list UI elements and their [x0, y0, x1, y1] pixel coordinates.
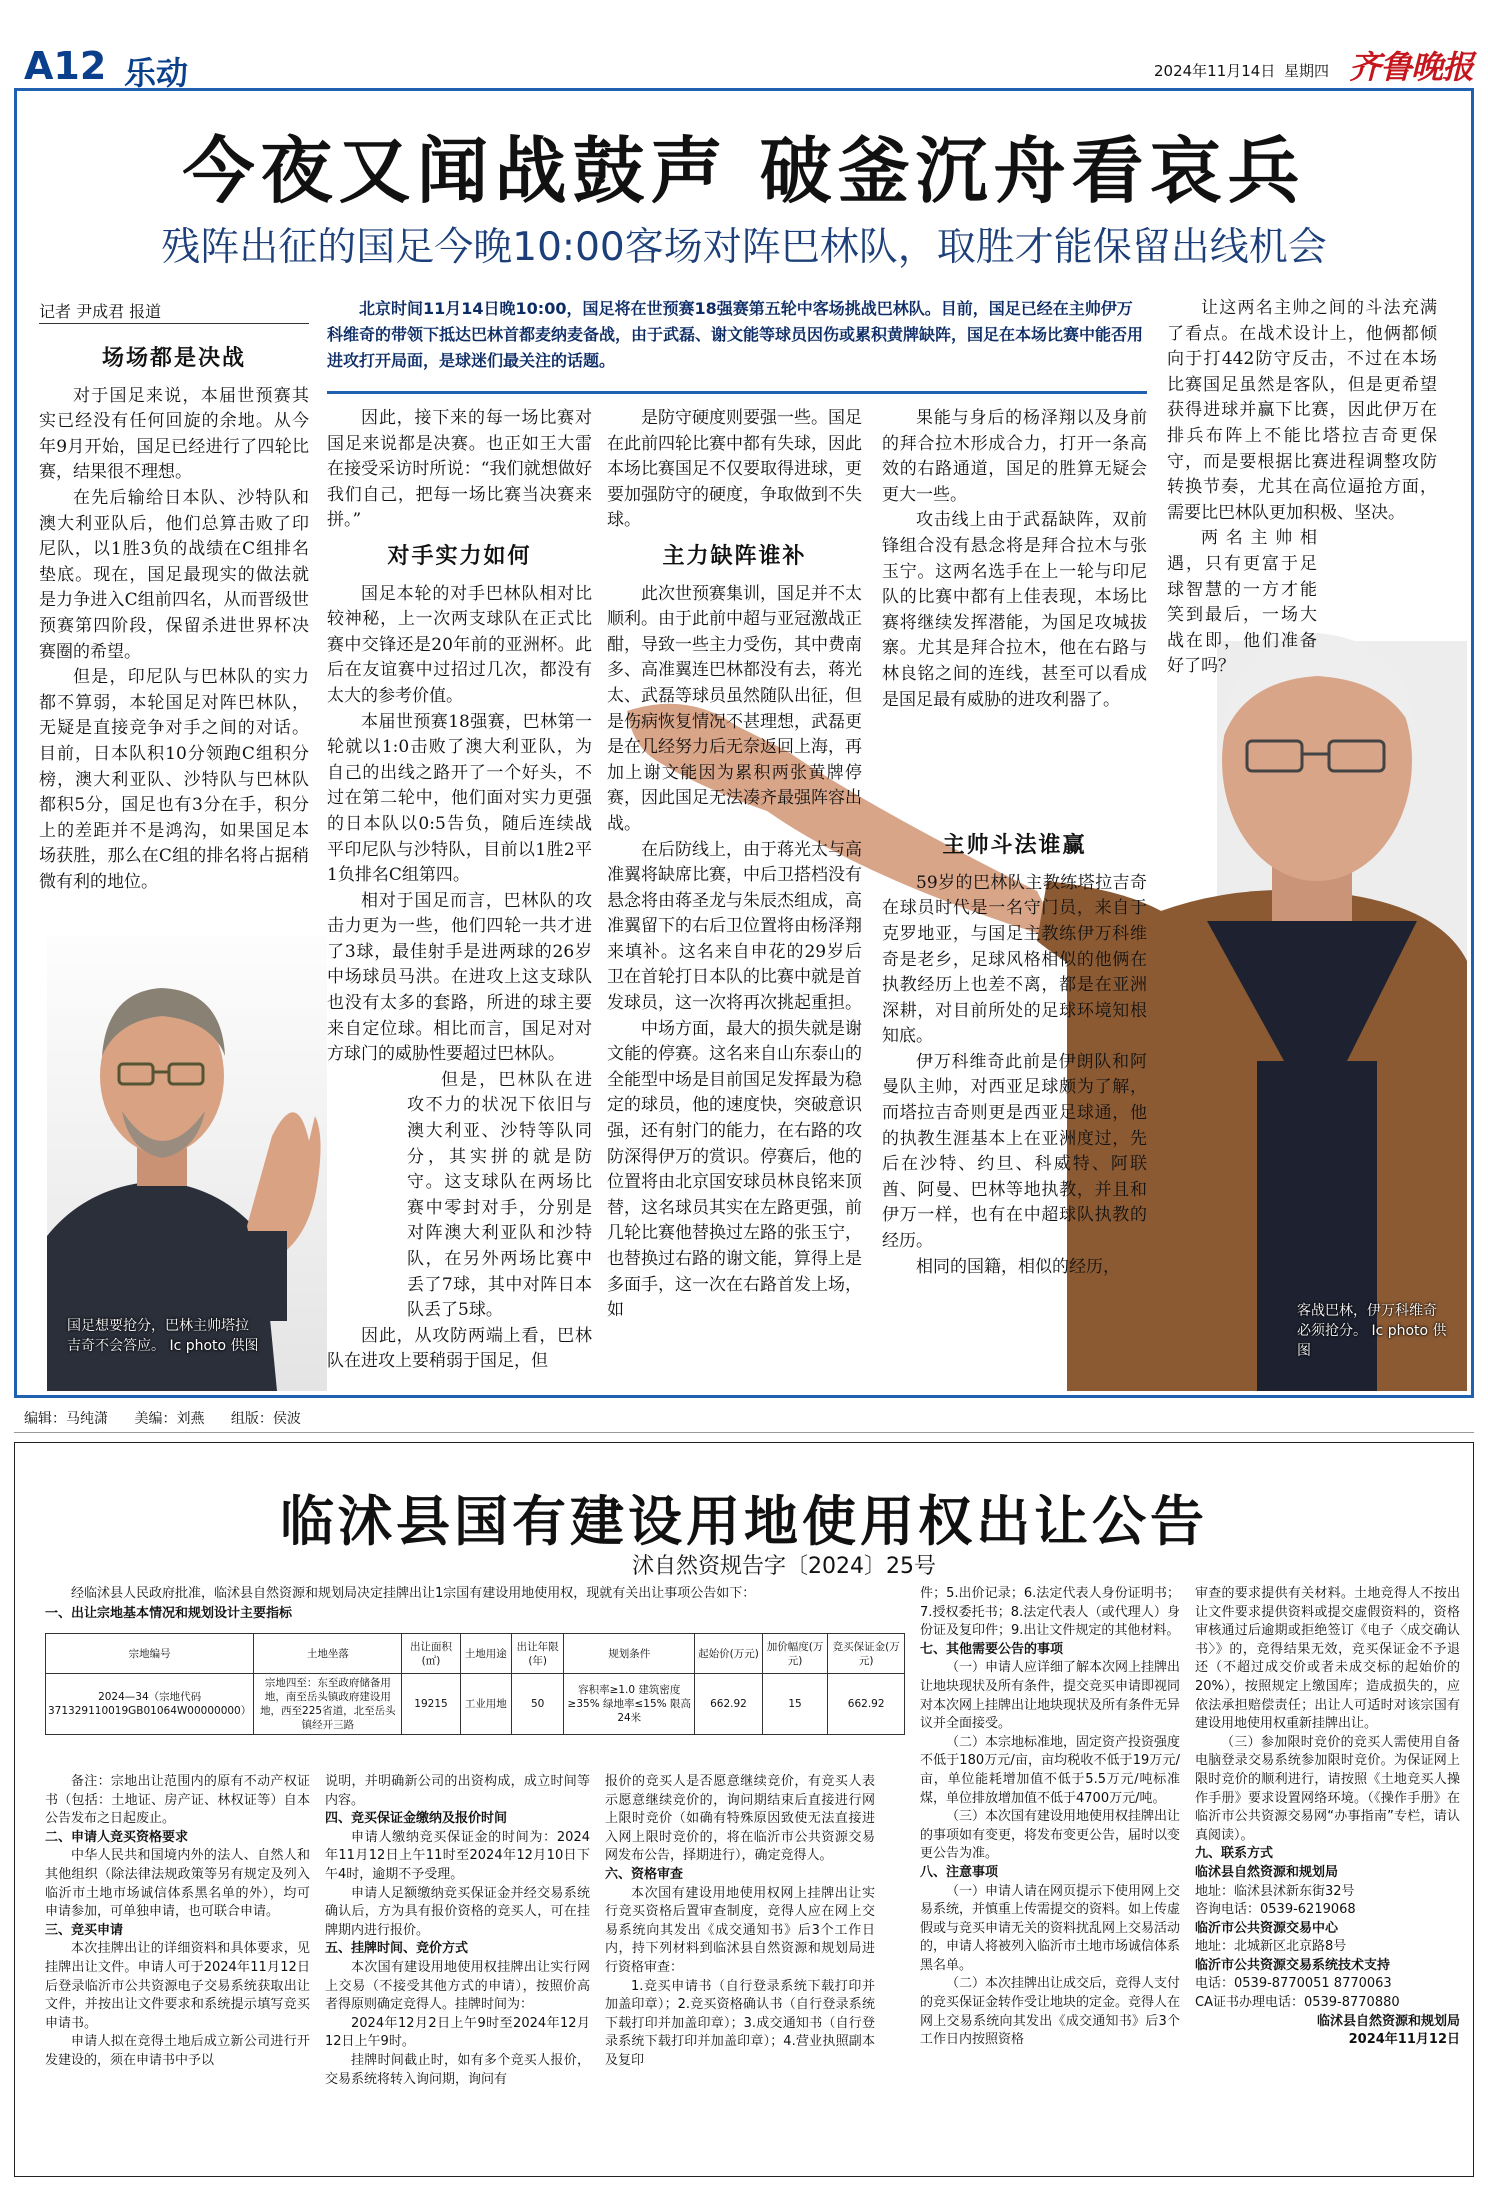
- paragraph: 伊万科维奇此前是伊朗队和阿曼队主帅，对西亚足球颇为了解，而塔拉吉奇则更是西亚足球通，他的执教生涯基本上在亚洲度过，先后在沙特、约旦、科威特、阿联酋、阿曼、巴林等地执教，并且和伊万一样，也有在中超球队执教的经历。: [882, 1051, 1147, 1252]
- notice-intro: 经临沭县人民政府批准，临沭县自然资源和规划局决定挂牌出让1宗国有建设用地使用权，现就有关出让事项公告如下：: [71, 1586, 756, 1601]
- notice-title: 临沭县国有建设用地使用权出让公告: [280, 1489, 1208, 1553]
- paragraph: 但是，巴林队在进攻不力的状况下依旧与澳大利亚、沙特等队同分，其实拼的就是防守。这支球队在两场比赛中零封对手，分别是对阵澳大利亚队和沙特队，在另外两场比赛中丢了7球，其中对阵日本队丢了5球。: [407, 1069, 592, 1321]
- notice-paragraph: 本次国有建设用地使用权网上挂牌出让实行竞买资格后置审查制度，竞得人应在网上交易系统向其发出《成交通知书》后3个工作日内，持下列材料到临沭县自然资源和规划局进行资格审查：: [605, 1885, 875, 1975]
- land-parcel-table: [45, 1633, 905, 1735]
- notice-paragraph: 2024年12月2日上午9时至2024年12月12日上午9时。: [325, 2015, 590, 2050]
- table-cell: 662.92: [828, 1674, 905, 1735]
- notice-heading: 2024年11月12日: [1348, 2032, 1460, 2048]
- notice-heading: 六、资格审查: [605, 1866, 684, 1882]
- notice-heading: 三、竞买申请: [45, 1922, 124, 1938]
- paragraph: 是防守硬度则要强一些。国足在此前四轮比赛中都有失球，因此本场比赛国足不仅要取得进球，更要加强防守的硬度，争取做到不失球。: [607, 408, 862, 531]
- notice-paragraph: 审查的要求提供有关材料。土地竞得人不按出让文件要求提供资料或提交虚假资料的，资格审核通过后逾期或拒绝签订《电子〈成交确认书〉》的，竞得结果无效，竞买保证金不予退还（不超过成交价或者未成交标的起始价的20%），按照规定上缴国库；造成损失的，应依法承担赔偿责任；出让人可适时对该宗国有建设用地使用权重新挂牌出让。: [1195, 1586, 1460, 1732]
- notice-paragraph: 本次挂牌出让的详细资料和具体要求，见挂牌出让文件。申请人可于2024年11月12日后登录临沂市公共资源电子交易系统获取出让文件，并按出让文件要求和系统提示填写竞买申请书。: [45, 1941, 310, 2031]
- subhead-absences: 主力缺阵谁补: [662, 542, 807, 569]
- article-subheadline: 残阵出征的国足今晚10:00客场对阵巴林队，取胜才能保留出线机会: [161, 225, 1327, 270]
- paragraph: 因此，从攻防两端上看，巴林队在进攻上要稍弱于国足，但: [327, 1325, 592, 1372]
- table-header: 加价幅度(万元): [762, 1634, 828, 1674]
- paragraph: 攻击线上由于武磊缺阵，双前锋组合没有悬念将是拜合拉木与张玉宁。这两名选手在上一轮与印尼队的比赛中都有上佳表现，本场比赛将继续发挥潜能，为国足攻城拔寨。尤其是拜合拉木，他在右路与林良铭之间的连线，甚至可以看成是国足最有威胁的进攻利器了。: [882, 510, 1147, 710]
- notice-paragraph: 中华人民共和国境内外的法人、自然人和其他组织（除法律法规政策等另有规定及列入临沂市土地市场诚信体系黑名单的外），均可申请参加，可单独申请，也可联合申请。: [45, 1848, 310, 1920]
- subhead-opponent: 对手实力如何: [387, 542, 532, 569]
- paragraph: 相同的国籍，相似的经历，: [916, 1256, 1120, 1277]
- paragraph: 中场方面，最大的损失就是谢文能的停赛。这名来自山东泰山的全能型中场是目前国足发挥最为稳定的球员，他的速度快，突破意识强，还有射门的能力，在右路的攻防深得伊万的赏识。停赛后，他的位置将由北京国安球员林良铭来顶替，这名球员其实在左路更强，前几轮比赛他替换过左路的张玉宁，也替换过右路的谢文能，算得上是多面手，这一次在右路首发上场，如: [607, 1018, 862, 1321]
- editors-line: [24, 1408, 323, 1428]
- table-cell: 2024—34（宗地代码371329110019GB01064W00000000）: [46, 1674, 254, 1735]
- paragraph: 此次世预赛集训，国足并不太顺利。由于此前中超与亚冠激战正酣，导致一些主力受伤，其中费南多、高准翼连巴林都没有去，蒋光太、武磊等球员虽然随队出征，但是伤病恢复情况不甚理想，武磊更是在几经努力后无奈返回上海，再加上谢文能因为累积两张黄牌停赛，因此国足无法凑齐最强阵容出战。: [607, 583, 862, 834]
- notice-heading: 五、挂牌时间、竞价方式: [325, 1941, 469, 1957]
- layout-editor: 组版：侯波: [230, 1411, 301, 1427]
- notice-paragraph: 件；5.出价记录；6.法定代表人身份证明书；7.授权委托书；8.法定代表人（或代理人）身份证及复印件；9.出让文件规定的其他材料。: [920, 1586, 1180, 1639]
- article-column-3: [607, 406, 862, 1324]
- table-row: [46, 1674, 905, 1735]
- paragraph: 国足本轮的对手巴林队相对比较神秘，上一次两支球队在正式比赛中交锋还是20年前的亚洲杯。此后在友谊赛中过招过几次，都没有太大的参考价值。: [327, 583, 592, 706]
- paragraph: 在后防线上，由于蒋光太与高准翼将缺席比赛，中后卫搭档没有悬念将由蒋圣龙与朱辰杰组成，高准翼留下的右后卫位置将由杨泽翔来填补。这名来自申花的29岁后卫在首轮打日本队的比赛中就是首发球员，这一次将再次挑起重担。: [607, 839, 862, 1014]
- editor: 编辑：马纯潇: [24, 1411, 108, 1427]
- notice-paragraph: 地址：临沭县沭新东街32号: [1195, 1883, 1355, 1899]
- notice-paragraph: 报价的竞买人是否愿意继续竞价，有竞买人表示愿意继续竞价的，询问期结束后直接进行网上限时竞价（如确有特殊原因致使无法直接进入网上限时竞价的，将在临沂市公共资源交易网发布公告，择期进行），确定竞得人。: [605, 1774, 875, 1864]
- paragraph: 因此，接下来的每一场比赛对国足来说都是决赛。也正如王大雷在接受采访时所说：“我们就想做好我们自己，把每一场比赛当决赛来拼。”: [327, 408, 592, 531]
- art-editor: 美编：刘燕: [134, 1411, 205, 1427]
- article-headline: 今夜又闻战鼓声 破釜沉舟看哀兵: [182, 128, 1306, 213]
- paragraph: 两名主帅相遇，只有更富于足球智慧的一方才能笑到最后，一场大战在即，他们准备好了吗？: [1167, 528, 1317, 677]
- notice-paragraph: 挂牌时间截止时，如有多个竞买人报价，交易系统将转入询问期，询问有: [325, 2052, 590, 2087]
- notice-column-1: [45, 1773, 310, 2071]
- notice-heading: 七、其他需要公告的事项: [920, 1641, 1064, 1657]
- notice-paragraph: 咨询电话：0539-6219068: [1195, 1902, 1356, 1918]
- article-column-4: [882, 406, 1147, 1280]
- notice-paragraph: 电话：0539-8770051 8770063: [1195, 1976, 1392, 1992]
- table-header: 竞买保证金(万元): [828, 1634, 905, 1674]
- table-header: 土地坐落: [254, 1634, 402, 1674]
- paragraph: 在先后输给日本队、沙特队和澳大利亚队后，他们总算击败了印尼队，以1胜3负的战绩在C组排名垫底。现在，国足最现实的做法就是力争进入C组前四名，从而晋级世预赛第四阶段，保留杀进世界杯决赛圈的希望。: [39, 487, 309, 662]
- notice-paragraph: 申请人缴纳竞买保证金的时间为：2024年11月12日上午11时至2024年12月10日下午4时，逾期不予受理。: [325, 1829, 590, 1882]
- table-cell: 工业用地: [460, 1674, 512, 1735]
- table-header: 规划条件: [564, 1634, 695, 1674]
- notice-paragraph: 1.竞买申请书（自行登录系统下载打印并加盖印章）；2.竞买资格确认书（自行登录系统下载打印并加盖印章）；3.成交通知书（自行登录系统下载打印并加盖印章）；4.营业执照副本及复印: [605, 1978, 875, 2068]
- photo-caption-left: 国足想要抢分，巴林主帅塔拉吉奇不会答应。 Ic photo 供图: [67, 1318, 259, 1354]
- notice-paragraph: CA证书办理电话：0539-8770880: [1195, 1995, 1400, 2011]
- paragraph: 对于国足来说，本届世预赛其实已经没有任何回旋的余地。从今年9月开始，国足已经进行了四轮比赛，结果很不理想。: [39, 385, 309, 483]
- notice-heading: 临沂市公共资源交易中心: [1195, 1920, 1339, 1936]
- section-name: 乐动: [124, 54, 189, 92]
- table-cell: 50: [512, 1674, 564, 1735]
- notice-paragraph: 申请人足额缴纳竞买保证金并经交易系统确认后，方为具有报价资格的竞买人，可在挂牌期内进行报价。: [325, 1885, 590, 1938]
- lead-rule: [327, 391, 1147, 394]
- byline-rule: [39, 323, 309, 324]
- notice-heading: 临沭县自然资源和规划局: [1195, 1864, 1339, 1880]
- subhead-decisive: 场场都是决战: [101, 345, 246, 371]
- table-cell: 19215: [402, 1674, 460, 1735]
- paragraph: 相对于国足而言，巴林队的攻击力更为一些，他们四轮一共才进了3球，最佳射手是进两球的26岁中场球员马洪。在进攻上这支球队也没有太多的套路，所进的球主要来自定位球。相比而言，国足对对方球门的威胁性要超过巴林队。: [327, 890, 592, 1065]
- notice-paragraph: 说明，并明确新公司的出资构成，成立时间等内容。: [325, 1774, 590, 1808]
- paragraph: 但是，印尼队与巴林队的实力都不算弱，本轮国足对阵巴林队，无疑是直接竞争对手之间的对话。目前，日本队积10分领跑C组积分榜，澳大利亚队、沙特队与巴林队都积5分，国足也有3分在手，积分上的差距并不是鸿沟，如果国足本场获胜，那么在C组的排名将占据稍微有利的地位。: [39, 667, 309, 892]
- notice-paragraph: 地址：北城新区北京路8号: [1195, 1939, 1347, 1955]
- newspaper-logo: 齐鲁晚报: [1349, 48, 1474, 86]
- paragraph: 让这两名主帅之间的斗法充满了看点。在战术设计上，他俩都倾向于打442防守反击，不过在本场比赛国足虽然是客队，但是更希望获得进球并赢下比赛，因此伊万在排兵布阵上不能比塔拉吉奇更保守，而是要根据比赛进程调整攻防转换节奏，尤其在高位逼抢方面，需要比巴林队更加积极、坚决。: [1167, 298, 1437, 523]
- article-column-2: [327, 406, 592, 1375]
- notice-doc-number: 沭自然资规告字〔2024〕25号: [632, 1554, 936, 1579]
- paragraph: 果能与身后的杨泽翔以及身前的拜合拉木形成合力，打开一条高效的右路通道，国足的胜算无疑会更大一些。: [882, 408, 1147, 505]
- table-cell: 662.92: [695, 1674, 763, 1735]
- table-header-row: [46, 1634, 905, 1674]
- article-byline: 记者 尹成君 报道: [39, 302, 162, 321]
- notice-column-3: [605, 1773, 875, 2071]
- notice-paragraph: （二）本次挂牌出让成交后，竞得人支付的竞买保证金转作受让地块的定金。竞得人在网上交易系统向其发出《成交通知书》后3个工作日内按照资格: [920, 1976, 1181, 2048]
- paragraph: 本届世预赛18强赛，巴林第一轮就以1:0击败了澳大利亚队，为自己的出线之路开了一个好头，不过在第二轮中，他们面对实力更强的日本队以0:5告负，随后连续战平印尼队与沙特队，目前以1胜2平1负排名C组第四。: [327, 711, 592, 886]
- table-cell: 宗地四至：东至政府储备用地，南至岳头镇政府建设用地，西至225省道，北至岳头镇经开三路: [254, 1674, 402, 1735]
- sports-article: [14, 88, 1474, 1398]
- table-header: 宗地编号: [46, 1634, 254, 1674]
- notice-column-2: [325, 1773, 590, 2089]
- notice-paragraph: 申请人拟在竞得土地后成立新公司进行开发建设的，须在申请书中予以: [45, 2034, 310, 2068]
- table-header: 起始价(万元): [695, 1634, 763, 1674]
- notice-paragraph: 备注：宗地出让范围内的原有不动产权证书（包括：土地证、房产证、林权证等）自本公告发布之日起废止。: [45, 1774, 310, 1827]
- section-divider: [14, 1432, 1474, 1433]
- table-header: 出让面积(㎡): [402, 1634, 460, 1674]
- notice-paragraph: （二）本宗地标准地，固定资产投资强度不低于180万元/亩，亩均税收不低于19万元/亩，单位能耗增加值不低于5.5万元/吨标准煤，单位排放增加值不低于4700万元/吨。: [920, 1734, 1181, 1806]
- issue-weekday: 星期四: [1284, 62, 1330, 80]
- notice-heading: 临沂市公共资源交易系统技术支持: [1195, 1957, 1391, 1973]
- notice-heading: 二、申请人竞买资格要求: [45, 1829, 189, 1845]
- notice-heading: 八、注意事项: [920, 1864, 999, 1880]
- notice-heading: 四、竞买保证金缴纳及报价时间: [325, 1811, 508, 1827]
- table-header: 出让年限(年): [512, 1634, 564, 1674]
- notice-paragraph: （三）参加限时竞价的竞买人需使用自备电脑登录交易系统参加限时竞价。为保证网上限时竞价的顺利进行，请按照《土地竞买人操作手册》要求设置网络环境。（《操作手册》在临沂市公共资源交易网“办事指南”专栏，请认真阅读）。: [1195, 1734, 1460, 1843]
- notice-paragraph: （三）本次国有建设用地使用权挂牌出让的事项如有变更，将发布变更公告，届时以变更公告为准。: [920, 1809, 1181, 1862]
- notice-heading: 临沭县自然资源和规划局: [1316, 2013, 1460, 2029]
- paragraph: 59岁的巴林队主教练塔拉吉奇在球员时代是一名守门员，来自于克罗地亚，与国足主教练伊万科维奇是老乡，足球风格相似的他俩在执教经历上也差不离，都是在亚洲深耕，对目前所处的足球环境知根知底。: [882, 872, 1147, 1047]
- table-cell: 容积率≥1.0 建筑密度≥35% 绿地率≤15% 限高24米: [564, 1674, 695, 1735]
- notice-column-4: [920, 1585, 1180, 2050]
- photo-caption-right: 客战巴林，伊万科维奇必须抢分。 Ic photo 供图: [1297, 1303, 1447, 1359]
- masthead: [14, 30, 1474, 90]
- subhead-coaches: 主帅斗法谁赢: [942, 832, 1087, 859]
- notice-column-5: [1195, 1585, 1460, 2050]
- notice-paragraph: （一）申请人应详细了解本次网上挂牌出让地块现状及所有条件，提交竞买申请即视同对本次网上挂牌出让地块现状及所有条件无异议并全面接受。: [920, 1660, 1181, 1732]
- article-column-5: [1167, 296, 1437, 680]
- issue-date: 2024年11月14日: [1154, 62, 1276, 80]
- land-notice: [14, 1442, 1474, 2177]
- notice-section-1: 一、出让宗地基本情况和规划设计主要指标: [45, 1606, 293, 1621]
- notice-paragraph: （一）申请人请在网页提示下使用网上交易系统，并慎重上传需提交的资料。如上传虚假或与竞买申请无关的资料扰乱网上交易活动的，申请人将被列入临沂市土地市场诚信体系黑名单。: [920, 1883, 1181, 1973]
- table-header: 土地用途: [460, 1634, 512, 1674]
- table-cell: 15: [762, 1674, 828, 1735]
- article-column-1: [39, 336, 309, 895]
- article-lead: 北京时间11月14日晚10:00，国足将在世预赛18强赛第五轮中客场挑战巴林队。目前，国足已经在主帅伊万科维奇的带领下抵达巴林首都麦纳麦备战，由于武磊、谢文能等球员因伤或累积黄牌缺阵，国足在本场比赛中能否用进攻打开局面，是球迷们最关注的话题。: [327, 299, 1144, 370]
- page-number: A12: [24, 44, 107, 88]
- notice-heading: 九、联系方式: [1195, 1846, 1274, 1862]
- notice-paragraph: 本次国有建设用地使用权挂牌出让实行网上交易（不接受其他方式的申请），按照价高者得原则确定竞得人。挂牌时间为：: [325, 1959, 590, 2013]
